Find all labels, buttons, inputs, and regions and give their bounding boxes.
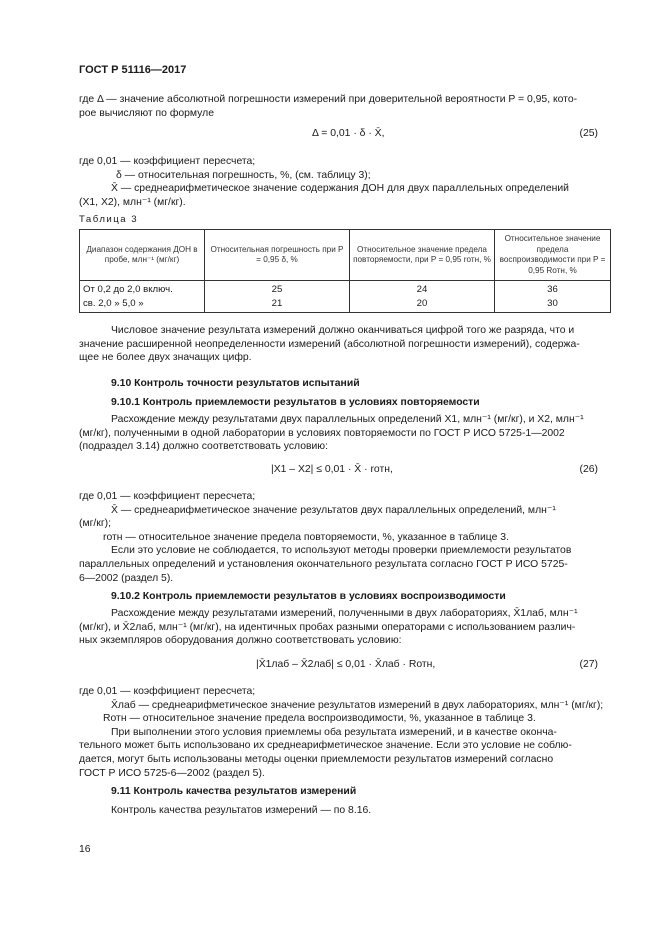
paragraph-line: Расхождение между результатами двух параллельных определений X1, млн⁻¹ (мг/кг), и X2, млн⁻¹ xyxy=(111,414,584,425)
paragraph-line: (подраздел 3.14) должно соответствовать условию: xyxy=(79,441,328,453)
table-header-row xyxy=(80,230,611,281)
legend-line: Rотн — относительное значение предела воспроизводимости, %, указанное в таблице 3. xyxy=(103,713,536,725)
section-heading-9-10-2: 9.10.2 Контроль приемлемости результатов в условиях воспроизводимости xyxy=(111,591,506,602)
table-cell: 20 xyxy=(350,297,495,313)
table-3 xyxy=(79,229,611,313)
paragraph-line: значение расширенной неопределенности измерений (абсолютной погрешности измерений), содержа- xyxy=(79,338,580,350)
paragraph-line: ных экземпляров оборудования должно соответствовать условию: xyxy=(79,635,402,647)
document-code: ГОСТ Р 51116—2017 xyxy=(79,64,187,76)
legend-line: (X1, X2), млн⁻¹ (мг/кг). xyxy=(79,196,186,208)
table-header-cell: Относительная погрешность при P = 0,95 δ, % xyxy=(205,230,350,281)
section-heading-9-11: 9.11 Контроль качества результатов измерений xyxy=(111,786,357,797)
formula-25-legend xyxy=(79,155,612,209)
legend-line: ГОСТ Р ИСО 5725-6—2002 (раздел 5). xyxy=(79,767,265,779)
repeatability-paragraph xyxy=(79,413,612,454)
formula-27-legend xyxy=(79,685,612,780)
table-cell: 36 xyxy=(495,281,611,297)
table-row xyxy=(80,281,611,297)
page-number: 16 xyxy=(79,844,91,855)
formula-26-legend xyxy=(79,490,612,585)
table-header-cell: Относительное значение предела воспроизводимости при P = 0,95 Rотн, % xyxy=(495,230,611,281)
paragraph-line: (мг/кг), полученными в одной лаборатории в условиях повторяемости по ГОСТ Р ИСО 5725-1—2002 xyxy=(79,427,565,439)
intro-line: где Δ — значение абсолютной погрешности измерений при доверительной вероятности P = 0,95, кото- xyxy=(79,94,578,105)
table-row xyxy=(80,297,611,313)
table-cell: св. 2,0 » 5,0 » xyxy=(80,297,205,313)
intro-line: рое вычисляют по формуле xyxy=(79,107,214,119)
intro-paragraph xyxy=(79,93,612,120)
legend-line: 6—2002 (раздел 5). xyxy=(79,572,174,584)
table-header-cell: Относительное значение предела повторяемости, при P = 0,95 rотн, % xyxy=(350,230,495,281)
legend-line: X̄ — среднеарифметическое значение результатов двух параллельных определений, млн⁻¹ xyxy=(111,504,556,516)
legend-line: При выполнении этого условия приемлемы оба результата измерений, и в качестве оконча- xyxy=(111,726,557,738)
legend-line: параллельных определений и установления окончательного результата согласно ГОСТ Р ИСО 5725- xyxy=(79,558,568,570)
formula-27: |X̄1лаб – X̄2лаб| ≤ 0,01 · X̄лаб · Rотн, xyxy=(256,659,436,670)
legend-line: тельного может быть использовано их среднеарифметическое значение. Если это условие не соблю- xyxy=(79,740,572,752)
formula-number-25: (25) xyxy=(579,128,598,139)
table-cell: От 0,2 до 2,0 включ. xyxy=(80,281,205,297)
paragraph-line: Расхождение между результатами измерений, полученными в двух лабораториях, X̄1лаб, млн⁻¹ xyxy=(111,608,578,619)
legend-line: X̄ — среднеарифметическое значение содержания ДОН для двух параллельных определений xyxy=(111,183,569,195)
legend-line: дается, могут быть использованы методы оценки приемлемости результатов измерений согласно xyxy=(79,753,554,765)
formula-25: Δ = 0,01 · δ · X̄, xyxy=(312,128,385,139)
legend-line: (мг/кг); xyxy=(79,518,111,530)
table-cell: 21 xyxy=(205,297,350,313)
quality-control-paragraph: Контроль качества результатов измерений — по 8.16. xyxy=(111,805,372,816)
formula-number-27: (27) xyxy=(579,659,598,670)
numeric-value-paragraph xyxy=(79,324,612,365)
legend-line: δ — относительная погрешность, %, (см. таблицу 3); xyxy=(116,169,371,181)
legend-line: где 0,01 — коэффициент пересчета; xyxy=(79,156,256,167)
legend-line: X̄лаб — среднеарифметическое значение результатов измерений в двух лабораториях, млн⁻¹ (мг/кг); xyxy=(111,699,604,711)
table-cell: 24 xyxy=(350,281,495,297)
section-heading-9-10-1: 9.10.1 Контроль приемлемости результатов в условиях повторяемости xyxy=(111,397,480,408)
paragraph-line: Числовое значение результата измерений должно оканчиваться цифрой того же разряда, что и xyxy=(111,325,575,336)
table-cell: 30 xyxy=(495,297,611,313)
table-caption: Таблица 3 xyxy=(79,214,139,225)
legend-line: rотн — относительное значение предела повторяемости, %, указанное в таблице 3. xyxy=(103,531,509,543)
legend-line: где 0,01 — коэффициент пересчета; xyxy=(79,491,256,502)
legend-line: где 0,01 — коэффициент пересчета; xyxy=(79,686,256,697)
reproducibility-paragraph xyxy=(79,607,612,648)
paragraph-line: (мг/кг), и X̄2лаб, млн⁻¹ (мг/кг), на идентичных пробах разными операторами с использованием различ- xyxy=(79,621,576,633)
formula-26: |X1 – X2| ≤ 0,01 · X̄ · rотн, xyxy=(271,464,393,475)
legend-line: Если это условие не соблюдается, то используют методы проверки приемлемости результатов xyxy=(111,545,572,557)
section-heading-9-10: 9.10 Контроль точности результатов испытаний xyxy=(111,378,360,389)
table-header-cell: Диапазон содержания ДОН в пробе, млн⁻¹ (мг/кг) xyxy=(80,230,205,281)
formula-number-26: (26) xyxy=(579,464,598,475)
table-cell: 25 xyxy=(205,281,350,297)
paragraph-line: щее не более двух значащих цифр. xyxy=(79,352,252,364)
